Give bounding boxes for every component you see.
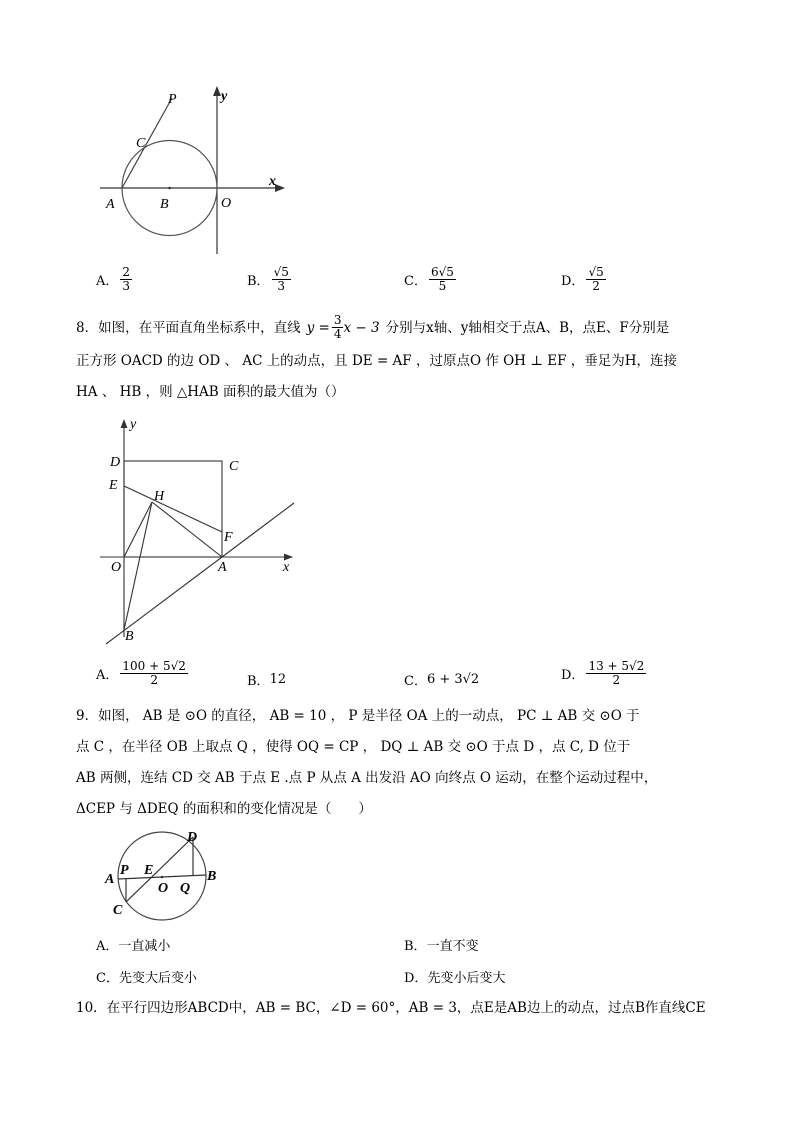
q9-label-o: O [158,881,169,896]
q7-label-x: x [269,174,276,189]
q8-figure [100,412,305,652]
q9-center-o [161,876,164,879]
q8-segment-hb [124,502,152,630]
option-key: C． [404,274,427,289]
q8-segment-ha [152,502,222,557]
q9-label-q: Q [180,881,191,896]
q7-option-b[interactable] [247,266,291,293]
q8-eq-fraction: $\frac{3}{4}$ [333,313,342,341]
option-key: C． [96,971,119,986]
q8-label-b: B [125,629,134,644]
option-key: C． [404,674,427,689]
q9-option-a[interactable] [96,935,170,954]
option-key: B． [247,274,270,289]
q8-line-1 [76,314,669,341]
q7-figure [95,82,295,260]
q8-line-ab [106,503,294,644]
q8-y-arrow [121,419,128,428]
q8-option-d[interactable] [561,660,646,687]
option-text: 先变大后变小 [118,971,197,986]
option-key: D． [561,668,585,683]
q9-label-b: B [207,869,217,884]
q7-label-y: y [221,89,228,104]
q9-label-a: A [105,872,115,887]
q7-line-ap [122,98,172,188]
option-key: B． [404,939,427,954]
q8-segment-ef [124,486,222,532]
q7-label-a: A [106,197,115,212]
q7-y-arrow [213,86,221,96]
option-key: D． [404,971,428,986]
q7-label-o: O [221,196,232,211]
q7-x-arrow [275,184,285,192]
q9-figure [100,826,230,922]
q8-eq-y: y = [306,319,330,336]
option-fraction: $\frac{13 + 5√2}{2}$ [588,659,645,687]
option-text: 12 [269,672,287,687]
q10-line-1: 10．在平行四边形ABCD中，AB = BC，∠D = 60°，AB = 3，点E是AB边上的动点，过点B作直线CE [76,1000,706,1016]
q7-option-a[interactable] [96,266,132,293]
q8-eq-tail: x − 3 [343,319,380,336]
q9-line-4: ΔCEP 与 ΔDEQ 的面积和的变化情况是（ ） [76,801,372,817]
option-key: A． [96,939,119,954]
q8-label-a: A [218,560,227,575]
q7-center-b [168,187,171,190]
option-fraction: $\frac{100 + 5√2}{2}$ [122,659,186,687]
q9-line-3: AB 两侧，连结 CD 交 AB 于点 E .点 P 从点 A 出发沿 AO 向终点 O 运动，在整个运动过程中， [76,770,658,786]
q8-segment-oh [124,502,152,557]
option-fraction: $\frac{2}{3}$ [122,265,131,293]
q9-label-d: D [187,830,198,845]
q9-option-c[interactable] [96,967,197,986]
q8-option-b[interactable] [247,670,286,689]
q9-label-c: C [113,903,123,918]
q7-option-c[interactable] [404,266,456,293]
option-fraction: $\frac{√5}{3}$ [273,265,289,293]
q8-label-c: C [229,459,239,474]
q8-label-e: E [109,478,118,493]
option-text: 一直不变 [426,939,479,954]
q7-label-b: B [160,197,169,212]
option-key: A． [96,274,119,289]
option-text: 一直减小 [118,939,171,954]
q9-line-2: 点 C ，在半径 OB 上取点 Q ，使得 OQ = CP ， DQ ⊥ AB 交 ⊙O 于点 D ，点 C, D 位于 [76,739,631,755]
option-text: 6 + 3√2 [426,672,480,687]
q8-line-2: 正方形 OACD 的边 OD 、 AC 上的动点，且 DE = AF ，过原点O 作 OH ⊥ EF ，垂足为H，连接 [76,353,678,369]
q7-label-c: C [136,136,146,151]
option-text: 先变小后变大 [427,971,506,986]
q8-stem-start: 8．如图，在平面直角坐标系中，直线 [76,319,301,336]
q9-option-b[interactable] [404,935,479,954]
q8-stem-end: 分别与x轴、y轴相交于点A、B，点E、F分别是 [385,319,670,336]
option-key: A． [96,668,119,683]
option-fraction: $\frac{√5}{2}$ [588,265,604,293]
q8-line-3: HA 、 HB ，则 △HAB 面积的最大值为（） [76,384,345,400]
q8-label-o: O [111,560,122,575]
option-fraction: $\frac{6√5}{5}$ [430,265,454,293]
q7-label-p: P [168,92,177,107]
q8-label-h: H [154,489,165,504]
q9-label-e: E [144,863,154,878]
q8-label-d: D [110,455,121,470]
q8-label-x: x [283,560,290,575]
q9-label-p: P [120,863,129,878]
option-key: B． [247,674,270,689]
q9-option-d[interactable] [404,967,505,986]
q8-label-y: y [130,417,137,432]
q8-label-f: F [224,530,233,545]
q8-option-c[interactable] [404,670,479,689]
q8-option-a[interactable] [96,660,188,687]
option-key: D． [561,274,585,289]
q9-line-1: 9．如图， AB 是 ⊙O 的直径， AB = 10 ， P 是半径 OA 上的一动点， PC ⊥ AB 交 ⊙O 于 [76,708,640,724]
q7-option-d[interactable] [561,266,606,293]
